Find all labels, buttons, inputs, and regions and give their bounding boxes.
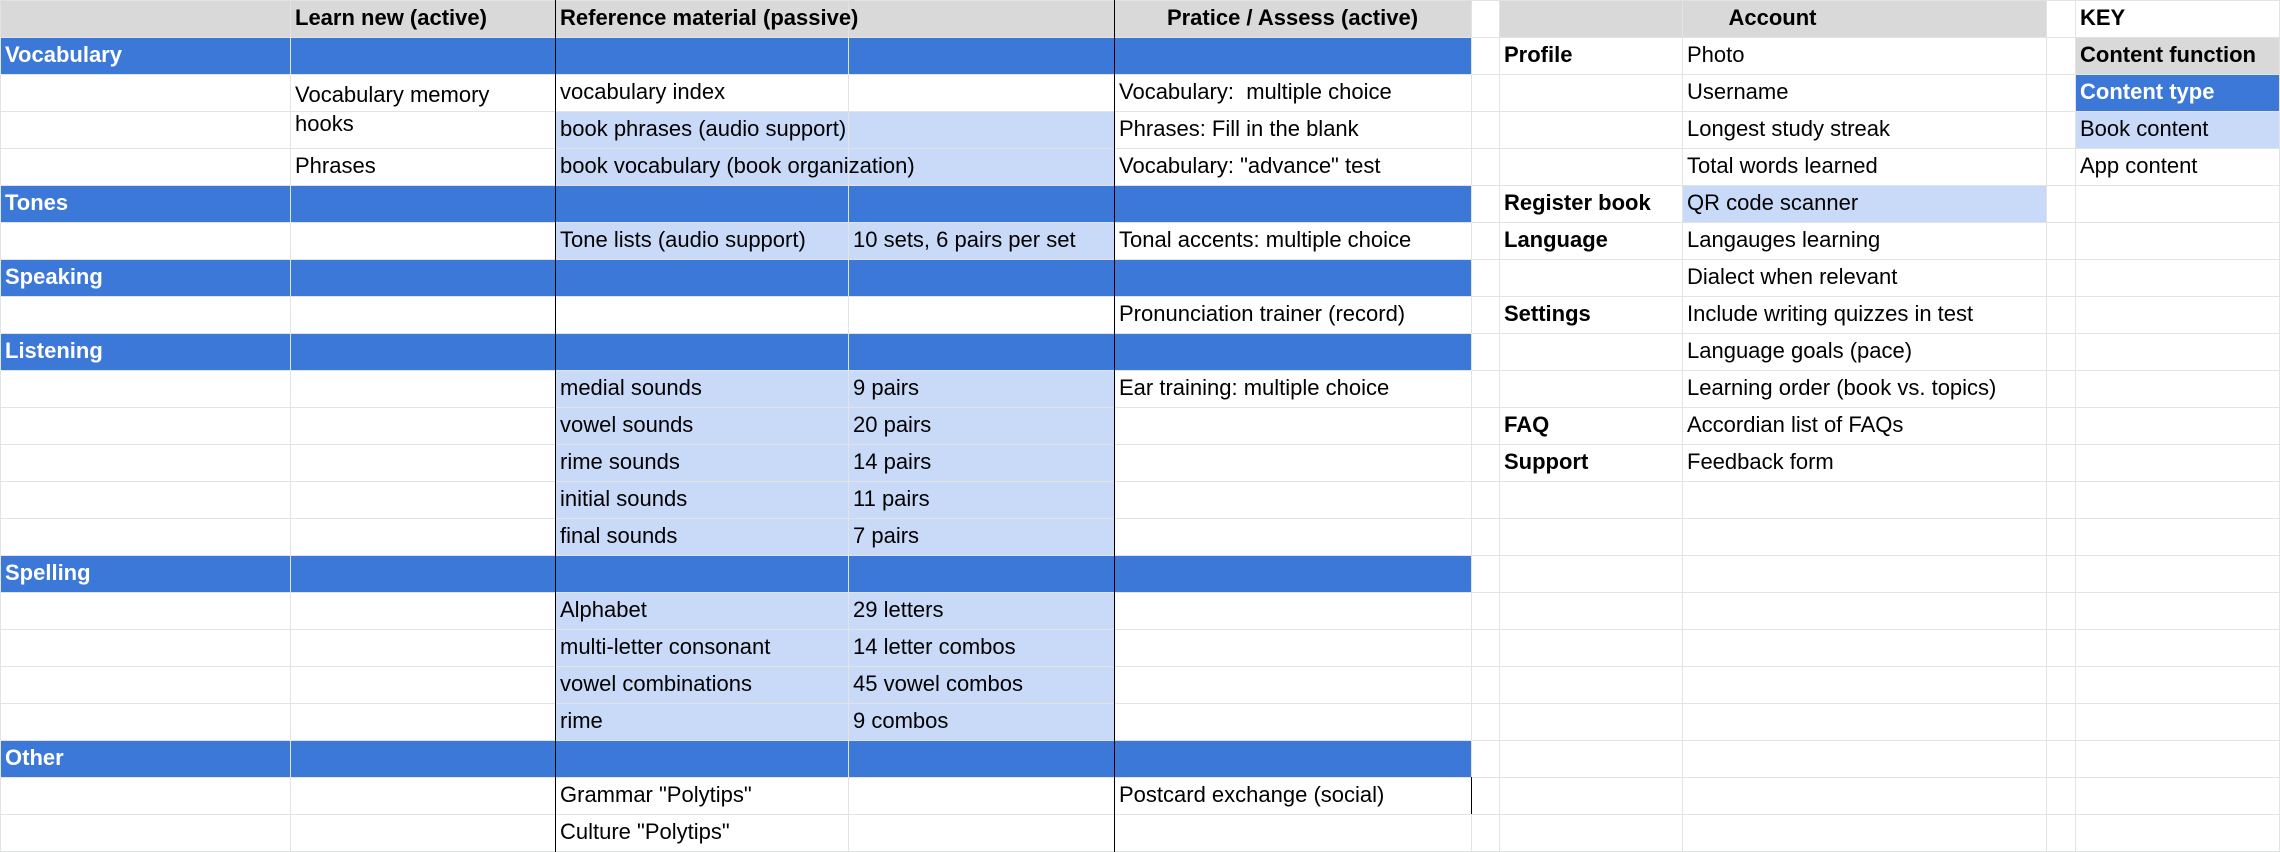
account-label: Settings — [1504, 301, 1591, 326]
section-bar-vocabulary — [0, 37, 1471, 74]
row-gridline — [0, 74, 2280, 75]
section-title-listening: Listening — [5, 338, 103, 363]
row-gridline — [0, 407, 2280, 408]
row-gridline — [0, 37, 2280, 38]
vocab-reference-vocabulary: book vocabulary (book organization) — [560, 153, 915, 178]
spelling-name: vowel combinations — [560, 671, 752, 696]
section-title-spelling: Spelling — [5, 560, 91, 585]
row-gridline — [0, 481, 2280, 482]
vocab-reference-phrases: book phrases (audio support) — [560, 116, 847, 141]
listening-name: final sounds — [560, 523, 678, 548]
spelling-count: 29 letters — [853, 597, 944, 622]
section-title-speaking: Speaking — [5, 264, 103, 289]
section-bar-other — [0, 740, 1471, 777]
tones-reference-count: 10 sets, 6 pairs per set — [853, 227, 1076, 252]
section-bar-spelling — [0, 555, 1471, 592]
section-bar-listening — [0, 333, 1471, 370]
header-practice: Pratice / Assess (active) — [1166, 5, 1419, 30]
row-gridline — [0, 777, 2280, 778]
vocab-practice-mc: Vocabulary: multiple choice — [1119, 79, 1392, 104]
account-label: Support — [1504, 449, 1589, 474]
column-border — [1471, 777, 1472, 814]
other-reference-grammar: Grammar "Polytips" — [560, 782, 752, 807]
account-value: Photo — [1687, 42, 1745, 67]
vocab-phrases: Phrases — [295, 153, 376, 178]
row-gridline — [0, 259, 2280, 260]
section-title-other: Other — [5, 745, 64, 770]
account-label: Register book — [1504, 190, 1651, 215]
row-gridline — [0, 629, 2280, 630]
row-gridline — [0, 0, 2280, 1]
vocab-reference-index: vocabulary index — [560, 79, 726, 104]
account-value: Total words learned — [1687, 153, 1878, 178]
account-value: Feedback form — [1687, 449, 1834, 474]
spelling-name: multi-letter consonant — [560, 634, 771, 659]
section-bar-tones — [0, 185, 1471, 222]
other-practice: Postcard exchange (social) — [1119, 782, 1385, 807]
row-gridline — [0, 814, 2280, 815]
row-gridline — [0, 555, 2280, 556]
listening-count: 14 pairs — [853, 449, 932, 474]
row-gridline — [0, 333, 2280, 334]
key-app-content: App content — [2080, 153, 2198, 178]
spelling-count: 14 letter combos — [853, 634, 1016, 659]
account-value: Learning order (book vs. topics) — [1687, 375, 1997, 400]
row-gridline — [0, 296, 2280, 297]
key-content-function: Content function — [2080, 42, 2256, 67]
row-gridline — [0, 518, 2280, 519]
row-gridline — [0, 185, 2280, 186]
column-gridline — [1471, 0, 1472, 852]
account-label: Language — [1504, 227, 1608, 252]
header-reference: Reference material (passive) — [560, 5, 859, 30]
account-label: FAQ — [1504, 412, 1550, 437]
column-gridline — [0, 0, 1, 852]
account-value: Include writing quizzes in test — [1687, 301, 1974, 326]
account-value: Accordian list of FAQs — [1687, 412, 1904, 437]
spelling-count: 45 vowel combos — [853, 671, 1023, 696]
row-gridline — [0, 666, 2280, 667]
key-header: KEY — [2080, 5, 2126, 30]
tones-reference-lists: Tone lists (audio support) — [560, 227, 806, 252]
account-value: QR code scanner — [1687, 190, 1859, 215]
listening-practice: Ear training: multiple choice — [1119, 375, 1390, 400]
listening-name: rime sounds — [560, 449, 680, 474]
listening-name: medial sounds — [560, 375, 702, 400]
account-value: Language goals (pace) — [1687, 338, 1913, 363]
row-gridline — [0, 592, 2280, 593]
spelling-name: Alphabet — [560, 597, 647, 622]
section-bar-speaking — [0, 259, 1471, 296]
tones-practice: Tonal accents: multiple choice — [1119, 227, 1412, 252]
account-value: Longest study streak — [1687, 116, 1891, 141]
key-book-content: Book content — [2080, 116, 2209, 141]
other-reference-culture: Culture "Polytips" — [560, 819, 730, 844]
row-gridline — [0, 370, 2280, 371]
account-value: Langauges learning — [1687, 227, 1881, 252]
header-learn: Learn new (active) — [295, 5, 487, 30]
spelling-name: rime — [560, 708, 603, 733]
listening-name: vowel sounds — [560, 412, 694, 437]
row-gridline — [0, 703, 2280, 704]
listening-count: 11 pairs — [853, 486, 930, 511]
row-gridline — [0, 222, 2280, 223]
listening-count: 7 pairs — [853, 523, 920, 548]
vocab-memory-hooks: Vocabulary memory hooks — [295, 82, 490, 136]
column-gridline — [2046, 0, 2047, 852]
account-value: Username — [1687, 79, 1789, 104]
row-gridline — [0, 444, 2280, 445]
vocab-practice-test: Vocabulary: "advance" test — [1119, 153, 1381, 178]
speaking-practice: Pronunciation trainer (record) — [1119, 301, 1406, 326]
section-title-vocabulary: Vocabulary — [5, 42, 122, 67]
account-header: Account — [1728, 5, 1817, 30]
account-label: Profile — [1504, 42, 1573, 67]
spelling-count: 9 combos — [853, 708, 949, 733]
listening-name: initial sounds — [560, 486, 688, 511]
account-value: Dialect when relevant — [1687, 264, 1898, 289]
vocab-practice-fill: Phrases: Fill in the blank — [1119, 116, 1359, 141]
row-gridline — [0, 740, 2280, 741]
listening-count: 9 pairs — [853, 375, 920, 400]
listening-count: 20 pairs — [853, 412, 932, 437]
section-title-tones: Tones — [5, 190, 69, 215]
row-gridline — [0, 148, 2280, 149]
key-content-type: Content type — [2080, 79, 2215, 104]
